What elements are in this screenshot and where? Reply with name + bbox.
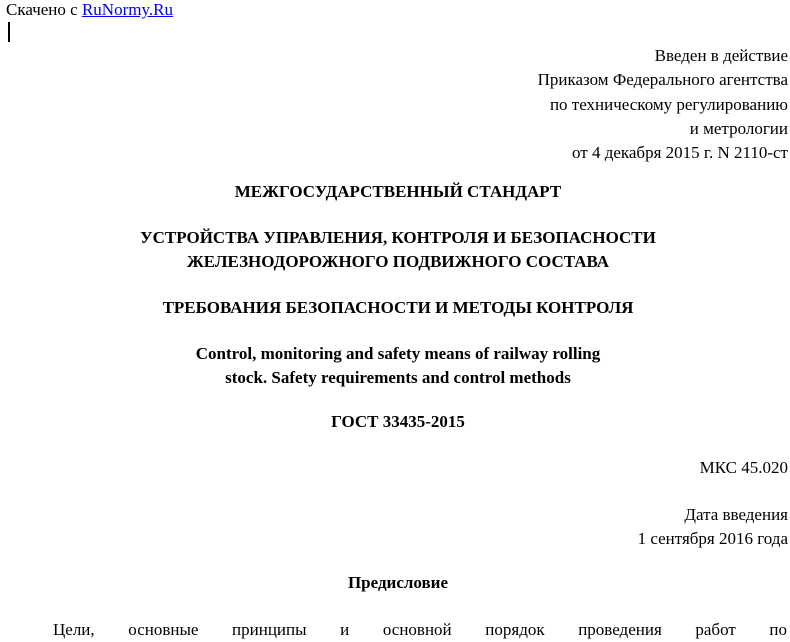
subtitle-ru [0,296,790,320]
source-link[interactable]: RuNormy.Ru [81,0,173,19]
standard-type-heading [0,180,790,204]
title-ru [0,226,790,274]
enactment-line: от 4 декабря 2015 г. N 2110-ст [571,143,788,163]
title-en-line: Control, monitoring and safety means of railway rolling [195,344,601,363]
source-line [6,0,173,20]
foreword-title: Предисловие [347,573,449,592]
foreword-heading [0,571,790,595]
enactment-line: Введен в действие [654,46,788,65]
date-intro-label: Дата введения [684,505,788,524]
date-intro-block [638,503,788,551]
title-en-line: stock. Safety requirements and control methods [225,368,571,387]
enactment-line: по техническому регулированию [549,94,788,114]
text-cursor [8,22,10,42]
mks-code: МКС 45.020 [699,458,788,477]
subtitle-ru-line: ТРЕБОВАНИЯ БЕЗОПАСНОСТИ И МЕТОДЫ КОНТРОЛЯ [162,298,634,317]
title-ru-line: УСТРОЙСТВА УПРАВЛЕНИЯ, КОНТРОЛЯ И БЕЗОПАСНОСТИ [140,228,656,247]
foreword-paragraph: Цели, основные принципы и основной порядок проведения работ по [53,620,787,639]
enactment-line: и метрологии [689,118,788,138]
standard-type: МЕЖГОСУДАРСТВЕННЫЙ СТАНДАРТ [234,182,562,201]
source-prefix: Скачено с [6,0,82,19]
title-ru-line: ЖЕЛЕЗНОДОРОЖНОГО ПОДВИЖНОГО СОСТАВА [186,252,610,271]
enactment-line: Приказом Федерального агентства [537,70,788,90]
gost-number: ГОСТ 33435-2015 [331,412,465,431]
title-en [0,342,790,390]
mks-block [700,456,788,480]
gost-number-heading [0,410,790,434]
enactment-block [538,44,788,165]
date-intro-value: 1 сентября 2016 года [637,529,788,548]
